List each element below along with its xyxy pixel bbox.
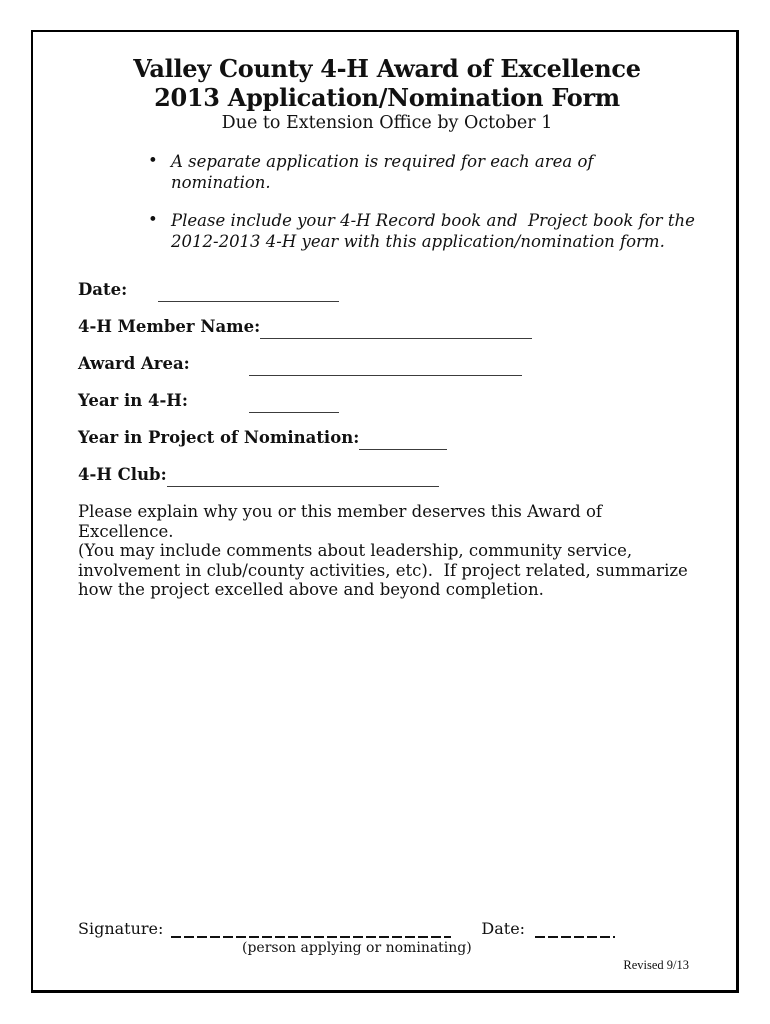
- signature-caption: (person applying or nominating): [242, 940, 472, 956]
- year-in-4h-field-label: Year in 4-H:: [78, 391, 188, 410]
- date-field-label: Date:: [78, 280, 128, 299]
- member-name-field-label: 4-H Member Name:: [78, 317, 261, 336]
- explanation-prompt-line1: Please explain why you or this member deserves this Award of Excellence.: [78, 502, 608, 541]
- explanation-prompt-line4: how the project excelled above and beyond completion.: [78, 580, 544, 599]
- signature-date-label: Date:: [481, 919, 526, 938]
- explanation-prompt-line3: involvement in club/county activities, etc). If project related, summarize: [78, 560, 688, 580]
- signature-section: [78, 918, 703, 956]
- form-title-line2: 2013 Application/Nomination Form: [154, 83, 620, 112]
- field-row-year-in-4h: [78, 391, 696, 413]
- year-in-4h-input-line[interactable]: [249, 391, 339, 413]
- signature-input-line[interactable]: [171, 918, 451, 938]
- explanation-prompt: [78, 502, 696, 600]
- explanation-writing-area[interactable]: [78, 600, 696, 930]
- signature-date-input-line[interactable]: [535, 918, 615, 938]
- instructions-list: [78, 151, 696, 252]
- form-content: [33, 32, 736, 930]
- instruction-item-1: [78, 151, 696, 193]
- form-document: [31, 30, 739, 993]
- instruction-1-text: A separate application is required for each area of nomination.: [171, 152, 599, 192]
- field-row-date: [78, 280, 696, 302]
- instruction-2-text-line1: Please include your 4-H Record book and Project book for the: [171, 211, 695, 230]
- date-input-line[interactable]: [158, 280, 339, 302]
- year-in-project-input-line[interactable]: [359, 428, 447, 450]
- revision-note: Revised 9/13: [623, 958, 689, 972]
- form-fields: [78, 280, 696, 487]
- explanation-prompt-line2: (You may include comments about leadership, community service,: [78, 541, 633, 560]
- club-input-line[interactable]: [167, 465, 439, 487]
- form-header: [78, 54, 696, 134]
- award-area-field-label: Award Area:: [78, 354, 190, 373]
- year-in-project-field-label: Year in Project of Nomination:: [78, 428, 360, 447]
- field-row-award-area: [78, 354, 696, 376]
- field-row-year-in-project: [78, 428, 696, 450]
- signature-row: [78, 918, 703, 938]
- field-row-4h-club: [78, 465, 696, 487]
- instruction-2-text-line2: 2012-2013 4-H year with this application/nomination form.: [171, 232, 665, 251]
- field-row-member-name: [78, 317, 696, 339]
- signature-label: Signature:: [78, 919, 164, 938]
- due-date-note: Due to Extension Office by October 1: [221, 113, 553, 133]
- award-area-input-line[interactable]: [249, 354, 522, 376]
- member-name-input-line[interactable]: [260, 317, 532, 339]
- instruction-item-2: [78, 210, 696, 252]
- form-title-line1: Valley County 4-H Award of Excellence: [133, 54, 641, 83]
- club-field-label: 4-H Club:: [78, 465, 167, 484]
- bullet-icon: •: [148, 151, 158, 170]
- bullet-icon: •: [148, 210, 158, 229]
